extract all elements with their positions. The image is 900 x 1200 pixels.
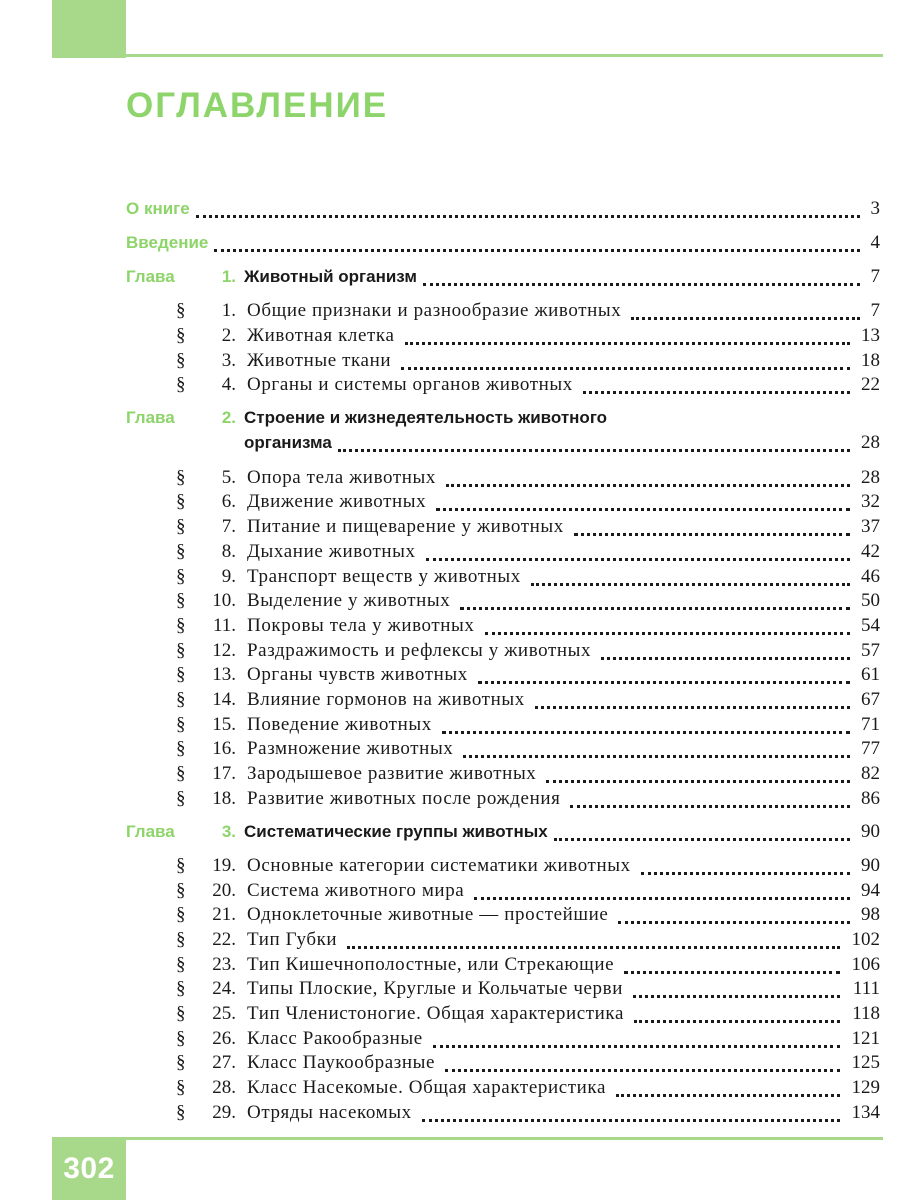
dot-leader bbox=[601, 634, 850, 660]
section-page: 37 bbox=[861, 516, 880, 538]
section-number: 21. bbox=[212, 904, 236, 926]
dot-leader bbox=[338, 426, 850, 452]
section-number: 11. bbox=[212, 614, 236, 636]
section-number: 26. bbox=[212, 1027, 236, 1049]
section-page: 7 bbox=[870, 300, 880, 322]
toc-section[interactable] bbox=[0, 1100, 900, 1126]
section-number: 23. bbox=[212, 953, 236, 975]
dot-leader bbox=[446, 461, 850, 487]
dot-leader bbox=[422, 1096, 840, 1122]
section-number: 15. bbox=[212, 713, 236, 735]
section-number: 8. bbox=[221, 540, 236, 562]
dot-leader bbox=[474, 874, 850, 900]
dot-leader bbox=[214, 226, 860, 252]
chapter-number: 1. bbox=[221, 267, 236, 286]
section-sign: § bbox=[176, 466, 186, 488]
section-sign: § bbox=[176, 928, 186, 950]
chapter-title-line2: организма bbox=[244, 433, 332, 453]
section-number: 29. bbox=[212, 1101, 236, 1123]
section-page: 90 bbox=[861, 854, 880, 876]
entry-page: 4 bbox=[870, 232, 880, 253]
section-number: 1. bbox=[221, 300, 236, 322]
section-title: Одноклеточные животные — простейшие bbox=[247, 902, 612, 928]
section-page: 42 bbox=[861, 540, 880, 562]
page-number-badge bbox=[52, 1137, 126, 1200]
section-sign: § bbox=[176, 713, 186, 735]
section-page: 22 bbox=[861, 374, 880, 396]
section-sign: § bbox=[176, 763, 186, 785]
dot-leader bbox=[401, 344, 850, 370]
section-page: 50 bbox=[861, 590, 880, 612]
dot-leader bbox=[463, 732, 850, 758]
section-title: Тип Членистоногие. Общая характеристика bbox=[247, 1001, 628, 1027]
section-sign: § bbox=[176, 689, 186, 710]
dot-leader bbox=[347, 923, 840, 949]
section-page: 46 bbox=[861, 565, 880, 587]
chapter-word: Глава bbox=[126, 408, 175, 428]
section-number: 22. bbox=[212, 928, 236, 950]
section-title: Класс Ракообразные bbox=[247, 1026, 427, 1052]
section-page: 18 bbox=[861, 349, 880, 371]
section-page: 98 bbox=[861, 904, 880, 926]
section-sign: § bbox=[176, 879, 186, 901]
entry-label: Введение bbox=[126, 233, 209, 252]
chapter-page: 90 bbox=[861, 820, 880, 842]
section-title: Отряды насекомых bbox=[247, 1100, 416, 1126]
section-title: Опора тела животных bbox=[247, 465, 440, 491]
section-title: Класс Насекомые. Общая характеристика bbox=[247, 1075, 610, 1101]
section-number: 4. bbox=[221, 374, 236, 396]
section-sign: § bbox=[176, 590, 186, 612]
section-title: Система животного мира bbox=[247, 878, 468, 904]
dot-leader bbox=[616, 1071, 840, 1097]
section-sign: § bbox=[176, 565, 186, 587]
dot-leader bbox=[426, 535, 850, 561]
section-title: Развитие животных после рождения bbox=[247, 786, 564, 812]
section-page: 77 bbox=[861, 738, 880, 760]
section-page: 94 bbox=[861, 879, 880, 901]
section-number: 3. bbox=[221, 349, 236, 371]
section-page: 61 bbox=[861, 664, 880, 686]
section-number: 16. bbox=[212, 738, 236, 760]
dot-leader bbox=[570, 782, 850, 808]
chapter-title: Животный организм bbox=[244, 267, 417, 286]
dot-leader bbox=[196, 192, 860, 218]
section-sign: § bbox=[176, 516, 186, 538]
dot-leader bbox=[423, 260, 860, 286]
section-page: 111 bbox=[852, 978, 880, 1000]
section-number: 17. bbox=[212, 763, 236, 785]
dot-leader bbox=[436, 485, 850, 511]
section-sign: § bbox=[176, 300, 186, 322]
section-sign: § bbox=[176, 787, 186, 809]
toc-section[interactable] bbox=[0, 786, 900, 812]
section-number: 5. bbox=[221, 466, 236, 488]
dot-leader bbox=[618, 898, 850, 924]
dot-leader bbox=[535, 683, 850, 709]
section-number: 7. bbox=[221, 516, 236, 538]
dot-leader bbox=[546, 757, 850, 783]
toc-entry[interactable] bbox=[0, 196, 900, 222]
section-number: 27. bbox=[212, 1052, 236, 1074]
entry-label: О книге bbox=[126, 199, 190, 218]
section-title: Органы и системы органов животных bbox=[247, 372, 577, 398]
section-title: Зародышевое развитие животных bbox=[247, 761, 540, 787]
dot-leader bbox=[442, 708, 850, 734]
section-sign: § bbox=[176, 540, 186, 562]
section-number: 18. bbox=[212, 787, 236, 809]
chapter-heading[interactable] bbox=[0, 819, 900, 845]
dot-leader bbox=[445, 1046, 840, 1072]
section-number: 19. bbox=[212, 854, 236, 876]
section-number: 9. bbox=[221, 565, 236, 587]
section-sign: § bbox=[176, 1101, 186, 1123]
section-title: Покровы тела у животных bbox=[247, 613, 479, 639]
section-page: 125 bbox=[851, 1052, 880, 1074]
dot-leader bbox=[478, 658, 850, 684]
dot-leader bbox=[574, 510, 850, 536]
chapter-number: 3. bbox=[221, 821, 236, 841]
dot-leader bbox=[634, 997, 840, 1023]
section-page: 13 bbox=[861, 325, 880, 346]
section-sign: § bbox=[176, 953, 186, 975]
section-title: Животные ткани bbox=[247, 348, 395, 374]
section-title: Выделение у животных bbox=[247, 588, 454, 614]
section-sign: § bbox=[176, 325, 186, 346]
chapter-heading[interactable] bbox=[0, 264, 900, 290]
page-number: 302 bbox=[63, 1151, 115, 1185]
section-number: 6. bbox=[221, 491, 236, 513]
section-sign: § bbox=[176, 978, 186, 1000]
section-page: 57 bbox=[861, 639, 880, 661]
toc-entry[interactable] bbox=[0, 230, 900, 256]
section-sign: § bbox=[176, 1052, 186, 1074]
dot-leader bbox=[405, 319, 850, 345]
section-title: Размножение животных bbox=[247, 736, 457, 762]
section-sign: § bbox=[176, 664, 186, 686]
section-page: 106 bbox=[851, 953, 880, 975]
entry-page: 3 bbox=[870, 198, 880, 219]
section-number: 12. bbox=[212, 639, 236, 661]
section-page: 134 bbox=[851, 1101, 880, 1123]
section-sign: § bbox=[176, 854, 186, 876]
dot-leader bbox=[433, 1022, 840, 1048]
section-title: Тип Губки bbox=[247, 927, 341, 953]
section-page: 121 bbox=[851, 1027, 880, 1049]
chapter-title: Систематические группы животных bbox=[244, 821, 548, 841]
section-number: 13. bbox=[212, 664, 236, 686]
section-sign: § bbox=[176, 738, 186, 760]
footer-rule bbox=[126, 1137, 883, 1140]
section-title: Органы чувств животных bbox=[247, 662, 472, 688]
dot-leader bbox=[641, 849, 850, 875]
chapter-title: Строение и жизнедеятельность животного bbox=[244, 408, 608, 428]
section-sign: § bbox=[176, 1027, 186, 1049]
section-title: Основные категории систематики животных bbox=[247, 853, 635, 879]
section-number: 24. bbox=[212, 978, 236, 1000]
section-title: Поведение животных bbox=[247, 712, 436, 738]
section-sign: § bbox=[176, 374, 186, 396]
section-number: 14. bbox=[212, 689, 236, 710]
section-page: 102 bbox=[851, 928, 880, 950]
dot-leader bbox=[583, 368, 850, 394]
chapter-page: 7 bbox=[870, 266, 880, 287]
chapter-heading-cont[interactable] bbox=[0, 430, 900, 456]
chapter-word: Глава bbox=[126, 267, 175, 286]
section-title: Дыхание животных bbox=[247, 539, 420, 565]
section-sign: § bbox=[176, 904, 186, 926]
section-page: 54 bbox=[861, 614, 880, 636]
section-page: 71 bbox=[861, 713, 880, 735]
section-page: 67 bbox=[861, 689, 880, 710]
section-page: 32 bbox=[861, 491, 880, 513]
section-title: Влияние гормонов на животных bbox=[247, 687, 529, 713]
dot-leader bbox=[633, 972, 840, 998]
chapter-word: Глава bbox=[126, 821, 175, 841]
section-title: Питание и пищеварение у животных bbox=[247, 514, 568, 540]
section-page: 86 bbox=[861, 787, 880, 809]
section-sign: § bbox=[176, 1003, 186, 1024]
section-title: Тип Кишечнополостные, или Стрекающие bbox=[247, 952, 618, 978]
section-number: 28. bbox=[212, 1077, 236, 1099]
section-title: Животная клетка bbox=[247, 323, 399, 349]
section-number: 2. bbox=[221, 325, 236, 346]
section-title: Класс Паукообразные bbox=[247, 1050, 439, 1076]
section-page: 82 bbox=[861, 763, 880, 785]
section-title: Движение животных bbox=[247, 489, 430, 515]
chapter-page: 28 bbox=[861, 432, 880, 454]
dot-leader bbox=[554, 815, 850, 841]
section-sign: § bbox=[176, 491, 186, 513]
section-title: Транспорт веществ у животных bbox=[247, 564, 525, 590]
dot-leader bbox=[531, 560, 850, 586]
dot-leader bbox=[624, 948, 840, 974]
section-title: Типы Плоские, Круглые и Кольчатые черви bbox=[247, 976, 627, 1002]
toc-section[interactable] bbox=[0, 372, 900, 398]
section-page: 28 bbox=[861, 466, 880, 488]
page-title: ОГЛАВЛЕНИЕ bbox=[126, 86, 389, 125]
section-number: 25. bbox=[212, 1003, 236, 1024]
dot-leader bbox=[460, 584, 850, 610]
section-number: 20. bbox=[212, 879, 236, 901]
section-sign: § bbox=[176, 639, 186, 661]
section-sign: § bbox=[176, 614, 186, 636]
chapter-number: 2. bbox=[221, 408, 236, 428]
section-title: Раздражимость и рефлексы у животных bbox=[247, 638, 595, 664]
section-number: 10. bbox=[212, 590, 236, 612]
section-title: Общие признаки и разнообразие животных bbox=[247, 298, 625, 324]
section-page: 129 bbox=[851, 1077, 880, 1099]
section-page: 118 bbox=[852, 1003, 880, 1024]
dot-leader bbox=[485, 609, 850, 635]
section-sign: § bbox=[176, 1077, 186, 1099]
section-sign: § bbox=[176, 349, 186, 371]
